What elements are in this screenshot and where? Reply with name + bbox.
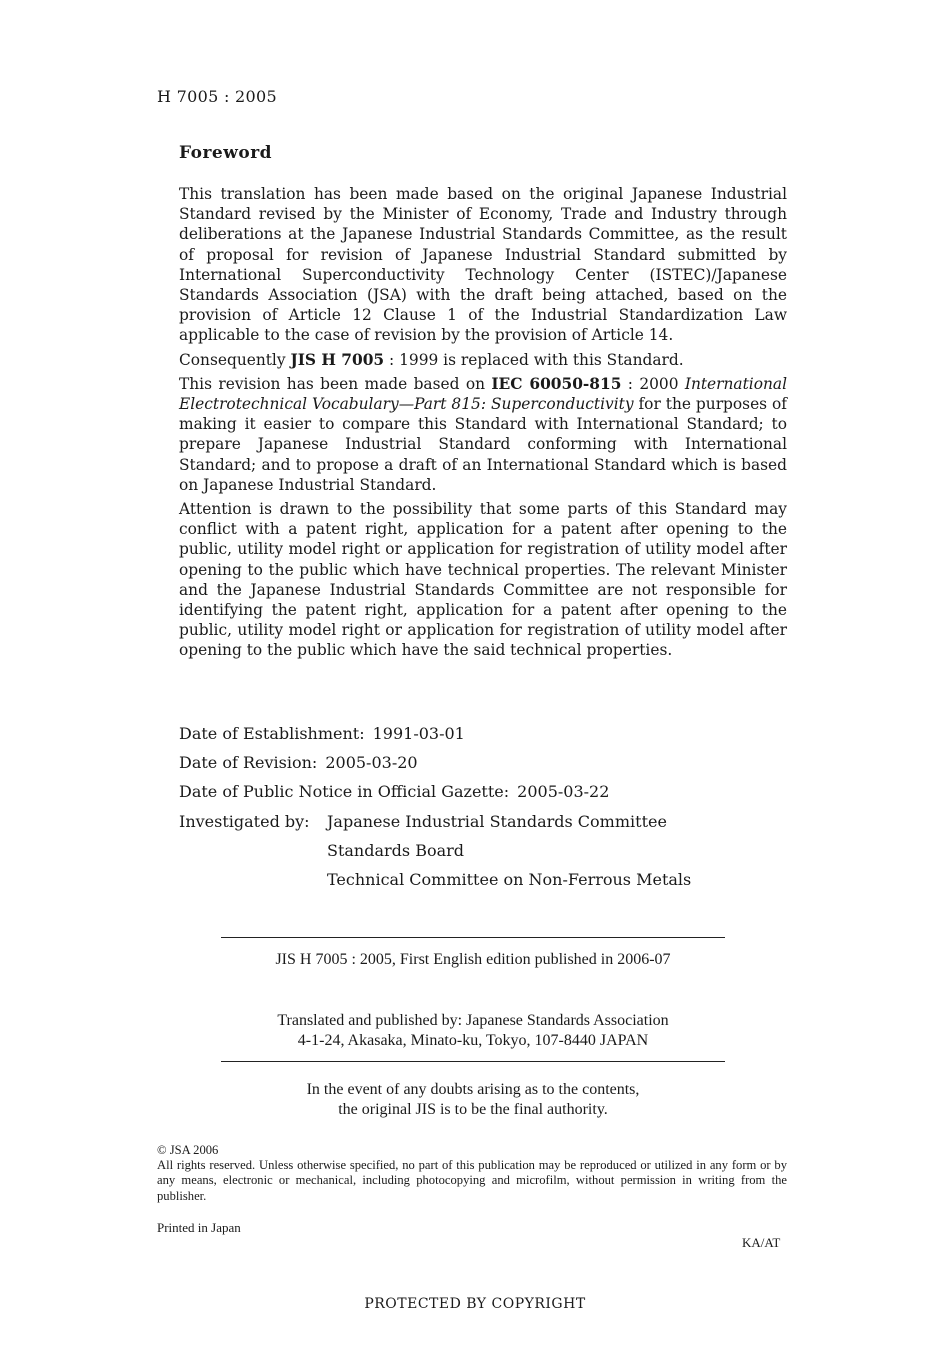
foreword-paragraph-2: Consequently JIS H 7005 : 1999 is replaced with this Standard. xyxy=(179,350,684,369)
foreword-body xyxy=(179,184,787,665)
copyright-notice: All rights reserved. Unless otherwise specified, no part of this publication may be reproduced or utilized in any form or by any means, electronic or mechanical, including photocopying and microfilm, without permission in writing from the publisher. xyxy=(157,1158,787,1203)
divider-bottom xyxy=(221,1061,725,1062)
replaced-standard-ref: JIS H 7005 xyxy=(290,350,385,369)
date-establishment-row: Date of Establishment: 1991-03-01 xyxy=(179,724,465,743)
standard-number-header: H 7005 : 2005 xyxy=(157,87,277,106)
iec-standard-title: International Electrotechnical Vocabulary—Part 815: Superconductivity xyxy=(179,374,787,414)
foreword-heading: Foreword xyxy=(179,143,273,163)
foreword-paragraph-4: Attention is drawn to the possibility that some parts of this Standard may conflict with a patent right, application for a patent after opening to the public, utility model right or application for registration of utility model after opening to the public which have technical properties. The relevant Minister and the Japanese Industrial Standards Committee are not responsible for identifying the patent right, application for a patent after opening to the public, utility model right or application for registration of utility model after opening to the public which have the said technical properties. xyxy=(179,500,787,660)
edition-line: JIS H 7005 : 2005, First English edition published in 2006-07 xyxy=(275,951,671,968)
copyright-block xyxy=(157,1143,787,1204)
copyright-line: © JSA 2006 xyxy=(157,1143,219,1157)
investigated-by-row: Investigated by: Japanese Industrial Standards Committee xyxy=(179,811,667,831)
divider-top xyxy=(221,937,725,938)
document-code: KA/AT xyxy=(742,1235,781,1250)
authority-note: In the event of any doubts arising as to the contents, the original JIS is to be the final authority. xyxy=(306,1081,640,1118)
foreword-paragraph-3: This revision has been made based on IEC 60050-815 : 2000 International Electrotechnical Vocabulary—Part 815: Superconductivity for the purposes of making it easier to compare this Standard with International Standard; to prepare Japanese Industrial Standard conforming with International Standard; and to propose a draft of an International Standard which is based on Japanese Industrial Standard. xyxy=(179,374,787,494)
iec-standard-ref: IEC 60050-815 xyxy=(491,374,622,393)
dates-block xyxy=(179,719,691,894)
foreword-paragraph-1: This translation has been made based on the original Japanese Industrial Standard revised by the Minister of Economy, Trade and Industry through deliberations at the Japanese Industrial Standards Committee, as the result of proposal for revision of Japanese Industrial Standard submitted by International Superconductivity Technology Center (ISTEC)/Japanese Standards Association (JSA) with the draft being attached, based on the provision of Article 12 Clause 1 of the Industrial Standardization Law applicable to the case of revision by the provision of Article 14. xyxy=(179,185,787,345)
investigated-by-line-2: Standards Board xyxy=(327,840,465,860)
printed-in: Printed in Japan xyxy=(157,1220,241,1235)
protected-footer: PROTECTED BY COPYRIGHT xyxy=(364,1296,586,1312)
investigated-by-line-3: Technical Committee on Non-Ferrous Metals xyxy=(327,870,692,890)
date-public-notice-row: Date of Public Notice in Official Gazette: 2005-03-22 xyxy=(179,782,610,802)
publisher-block: Translated and published by: Japanese Standards Association 4-1-24, Akasaka, Minato-ku, Tokyo, 107-8440 JAPAN xyxy=(277,1012,669,1049)
date-revision-row: Date of Revision: 2005-03-20 xyxy=(179,753,418,773)
